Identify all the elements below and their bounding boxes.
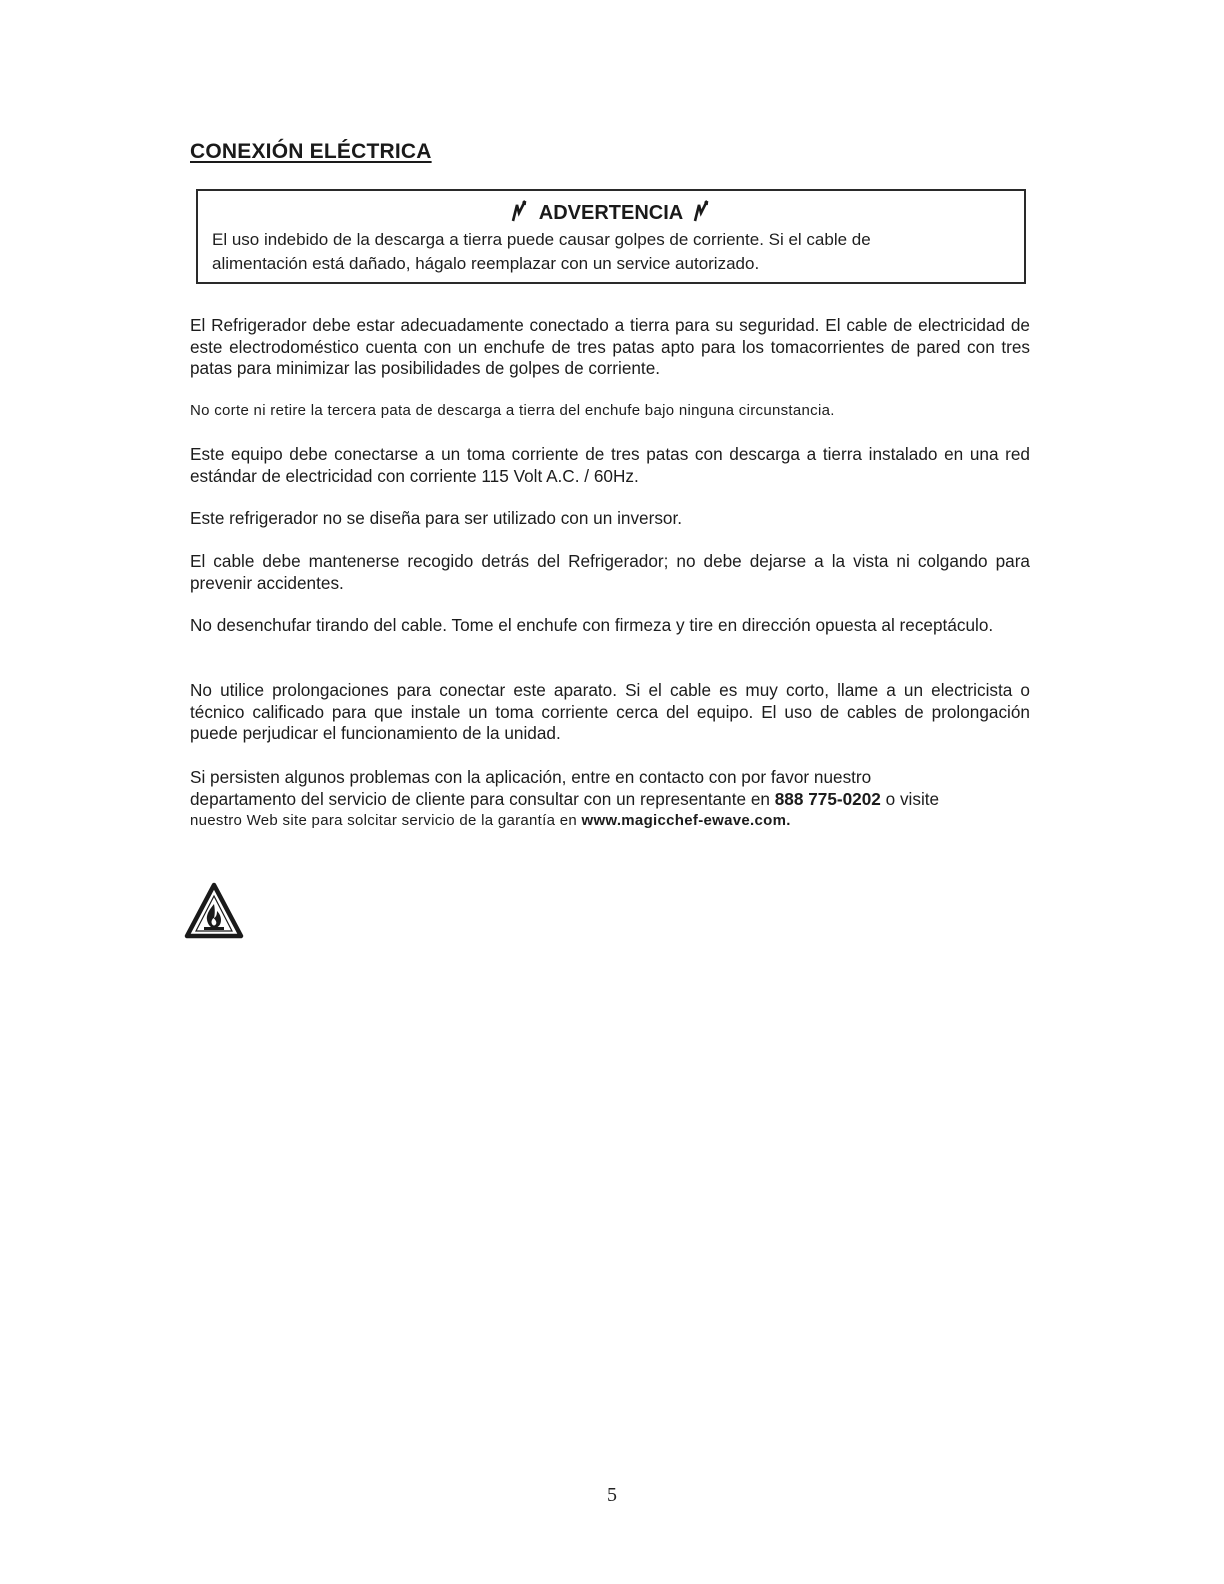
paragraph-unplug: No desenchufar tirando del cable. Tome el enchufe con firmeza y tire en dirección opuesta al receptáculo. xyxy=(190,615,994,635)
paragraph-inverter: Este refrigerador no se diseña para ser utilizado con un inversor. xyxy=(190,508,683,528)
service-line xyxy=(190,810,1030,832)
warning-heading-label: ADVERTENCIA xyxy=(538,202,684,224)
phone-number: 888 775-0202 xyxy=(774,788,881,809)
paragraph-third-prong: No corte ni retire la tercera pata de descarga a tierra del enchufe bajo ninguna circunstancia. xyxy=(190,402,835,419)
paragraph-grounding: El Refrigerador debe estar adecuadamente conectado a tierra para su seguridad. El cable de electricidad de este electrodoméstico cuenta con un enchufe de tres patas apto para los tomacorrientes de pared con tres patas para minimizar las posibilidades de golpes de corriente. xyxy=(190,315,1030,378)
paragraph-service xyxy=(190,767,1030,832)
paragraph-cable: El cable debe mantenerse recogido detrás del Refrigerador; no debe dejarse a la vista ni colgando para prevenir accidentes. xyxy=(190,551,1030,593)
service-line: Si persisten algunos problemas con la aplicación, entre en contacto con por favor nuestro xyxy=(190,767,872,787)
service-line xyxy=(190,789,1030,811)
website-link[interactable]: www.magicchef-ewave.com. xyxy=(581,812,791,829)
paragraph-extension: No utilice prolongaciones para conectar este aparato. Si el cable es muy corto, llame a un electricista o técnico calificado para que instale un toma corriente cerca del equipo. El uso de cables de prolongación puede perjudicar el funcionamiento de la unidad. xyxy=(190,680,1030,743)
service-text: departamento del servicio de cliente para consultar con un representante en xyxy=(190,788,775,809)
warning-heading xyxy=(198,199,1024,229)
lightning-bolt-icon xyxy=(691,199,713,229)
warning-line: El uso indebido de la descarga a tierra puede causar golpes de corriente. Si el cable de xyxy=(212,230,871,249)
lightning-bolt-icon xyxy=(509,199,531,229)
flammable-warning-icon xyxy=(184,882,244,940)
warning-text xyxy=(212,228,952,276)
page-number: 5 xyxy=(607,1484,617,1506)
warning-box xyxy=(196,189,1026,284)
page-title: CONEXIÓN ELÉCTRICA xyxy=(190,140,432,163)
service-text: o visite xyxy=(880,788,940,809)
warning-line: alimentación está dañado, hágalo reemplazar con un service autorizado. xyxy=(212,254,760,273)
service-text: nuestro Web site para solcitar servicio de la garantía en xyxy=(190,812,582,829)
paragraph-outlet: Este equipo debe conectarse a un toma corriente de tres patas con descarga a tierra instalado en una red estándar de electricidad con corriente 115 Volt A.C. / 60Hz. xyxy=(190,444,1030,486)
